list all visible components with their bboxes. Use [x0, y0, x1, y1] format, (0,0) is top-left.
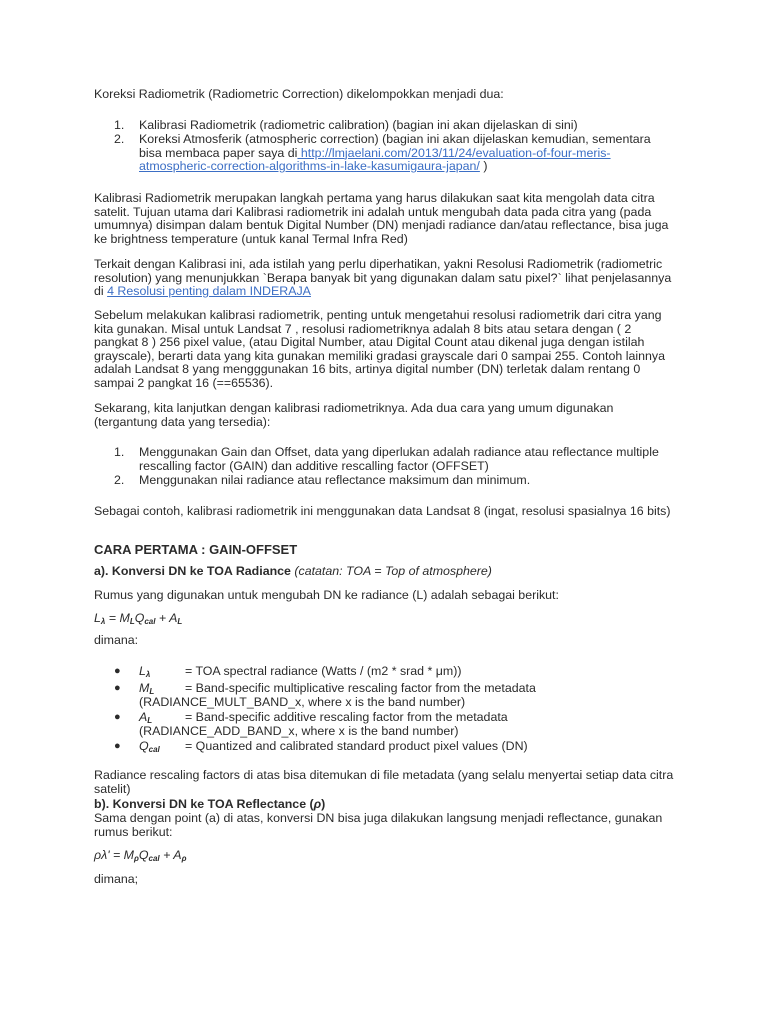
- list-text: Kalibrasi Radiometrik (radiometric calibration) (bagian ini akan dijelaskan di sini): [139, 118, 578, 132]
- formula-symbol: Q: [134, 611, 145, 625]
- dimana-label: dimana:: [94, 633, 139, 647]
- heading-radiance-note: (catatan: TOA = Top of atmosphere): [290, 564, 492, 578]
- list-text-post: ): [479, 159, 488, 173]
- paper-link[interactable]: http://lmjaelani.com/2013/11/24/evaluation-of-four-meris-atmospheric-correction-algorithms-in-lake-kasumigaura-japan/: [139, 145, 611, 173]
- paragraph-contoh: Sebagai contoh, kalibrasi radiometrik ini menggunakan data Landsat 8 (ingat, resolusi spasialnya 16 bits): [94, 504, 671, 518]
- list-text-pre: Koreksi Atmosferik (atmospheric correction) (bagian ini akan dijelaskan kemudian, sementara bisa membaca paper saya di: [139, 132, 651, 160]
- list-text: [139, 682, 674, 709]
- paragraph-rumus-reflectance: Sama dengan point (a) di atas, konversi DN bisa juga dilakukan langsung menjadi reflectance, gunakan rumus berikut:: [94, 811, 663, 839]
- bullet-symbol: $L_\lambda$: [139, 664, 151, 679]
- bullet-desc: = Quantized and calibrated standard product pixel values (DN): [185, 739, 528, 753]
- bullet-desc: (RADIANCE_MULT_BAND_x, where x is the band number): [139, 694, 466, 709]
- formula-reflectance: [94, 849, 676, 863]
- paragraph-metadata: Radiance rescaling factors di atas bisa ditemukan di file metadata (yang selalu menyertai setiap data citra satelit): [94, 768, 674, 796]
- formula-subscript: L: [177, 617, 183, 626]
- formula-symbol: L: [94, 611, 101, 625]
- formula-subscript: L: [129, 617, 135, 626]
- heading-radiance: [94, 565, 676, 579]
- paragraph-resolusi: [94, 258, 676, 299]
- dimana-label: dimana;: [94, 872, 139, 886]
- list-text: [139, 740, 674, 754]
- intro-text: Koreksi Radiometrik (Radiometric Correction) dikelompokkan menjadi dua:: [94, 87, 504, 101]
- bullet-symbol: $A_L$: [139, 710, 153, 725]
- list-number: 1.: [114, 118, 125, 132]
- formula-symbol: ρλ' = M: [94, 848, 135, 862]
- bullet-desc: (RADIANCE_ADD_BAND_x, where x is the band number): [139, 723, 459, 738]
- list-number: 2.: [114, 132, 125, 146]
- list-text: [139, 711, 674, 738]
- bullet-desc: = Band-specific multiplicative rescaling factor from the metadata: [185, 681, 536, 695]
- bullet-icon: ●: [114, 682, 121, 694]
- formula-symbol: = M: [105, 611, 130, 625]
- list-number: 1.: [114, 445, 125, 459]
- formula-radiance: [94, 612, 676, 626]
- heading-cara-pertama: CARA PERTAMA : GAIN-OFFSET: [94, 542, 298, 557]
- list-text: [139, 133, 674, 174]
- formula-symbol: + A: [159, 848, 182, 862]
- heading-reflectance-end: ): [321, 797, 326, 811]
- heading-reflectance: [94, 798, 676, 812]
- formula-subscript: ρ: [181, 854, 187, 863]
- bullet-icon: ●: [114, 711, 121, 723]
- heading-reflectance-rho: ρ: [313, 797, 322, 811]
- list-text: Menggunakan Gain dan Offset, data yang diperlukan adalah radiance atau reflectance multiple rescalling factor (GAIN) dan additive rescalling factor (OFFSET): [139, 445, 659, 473]
- formula-subscript: cal: [144, 617, 156, 626]
- paragraph-kalibrasi: Kalibrasi Radiometrik merupakan langkah pertama yang harus dilakukan saat kita mengolah data citra satelit. Tujuan utama dari Kalibrasi radiometrik ini adalah untuk mengubah data pada citra yang (pada umumnya) disimpan dalam bentuk Digital Number (DN) menjadi radiance dan/atau reflectance, bisa juga ke brightness temperature (untuk kanal Termal Infra Red): [94, 191, 669, 246]
- heading-radiance-title: a). Konversi DN ke TOA Radiance: [94, 564, 291, 578]
- formula-subscript: λ: [100, 617, 106, 626]
- list-number: 2.: [114, 473, 125, 487]
- inderaja-link[interactable]: 4 Resolusi penting dalam INDERAJA: [107, 284, 311, 298]
- bullet-icon: ●: [114, 665, 121, 677]
- bullet-symbol: $M_L$: [139, 681, 155, 696]
- bullet-symbol: $Q_{cal}$: [139, 739, 160, 754]
- paragraph-landsat: Sebelum melakukan kalibrasi radiometrik, penting untuk mengetahui resolusi radiometrik dari citra yang kita gunakan. Misal untuk Landsat 7 , resolusi radiometriknya adalah 8 bits atau setara dengan ( 2 pangkat 8 ) 256 pixel value, (atau Digital Number, atau Digital Count atau dikenal juga dengan istilah grayscale), berarti data yang kita gunakan memiliki gradasi grayscale dari 0 sampai 255. Contoh lainnya adalah Landsat 8 yang mengggunakan 16 bits, artinya digital number (DN) terletak dalam rentang 0 sampai 2 pangkat 16 (==65536).: [94, 308, 665, 390]
- formula-symbol: Q: [138, 848, 149, 862]
- bullet-desc: = Band-specific additive rescaling factor from the metadata: [185, 710, 508, 724]
- formula-symbol: + A: [155, 611, 178, 625]
- formula-subscript: ρ: [134, 854, 139, 863]
- list-text: [139, 665, 674, 679]
- bullet-icon: ●: [114, 740, 121, 752]
- paragraph-rumus-radiance: Rumus yang digunakan untuk mengubah DN ke radiance (L) adalah sebagai berikut:: [94, 588, 559, 602]
- bullet-desc: = TOA spectral radiance (Watts / (m2 * srad * μm)): [185, 664, 462, 678]
- heading-reflectance-title: b). Konversi DN ke TOA Reflectance (: [94, 797, 314, 811]
- paragraph-cara: Sekarang, kita lanjutkan dengan kalibrasi radiometriknya. Ada dua cara yang umum digunakan (tergantung data yang tersedia):: [94, 401, 614, 429]
- formula-subscript: cal: [148, 854, 160, 863]
- paragraph-text: Terkait dengan Kalibrasi ini, ada istilah yang perlu diperhatikan, yakni Resolusi Radiometrik (radiometric resolution) yang menunjukkan `Berapa banyak bit yang digunakan dalam satu pixel?` lihat penjelasannya di: [94, 257, 672, 298]
- list-text: Menggunakan nilai radiance atau reflectance maksimum dan minimum.: [139, 473, 531, 487]
